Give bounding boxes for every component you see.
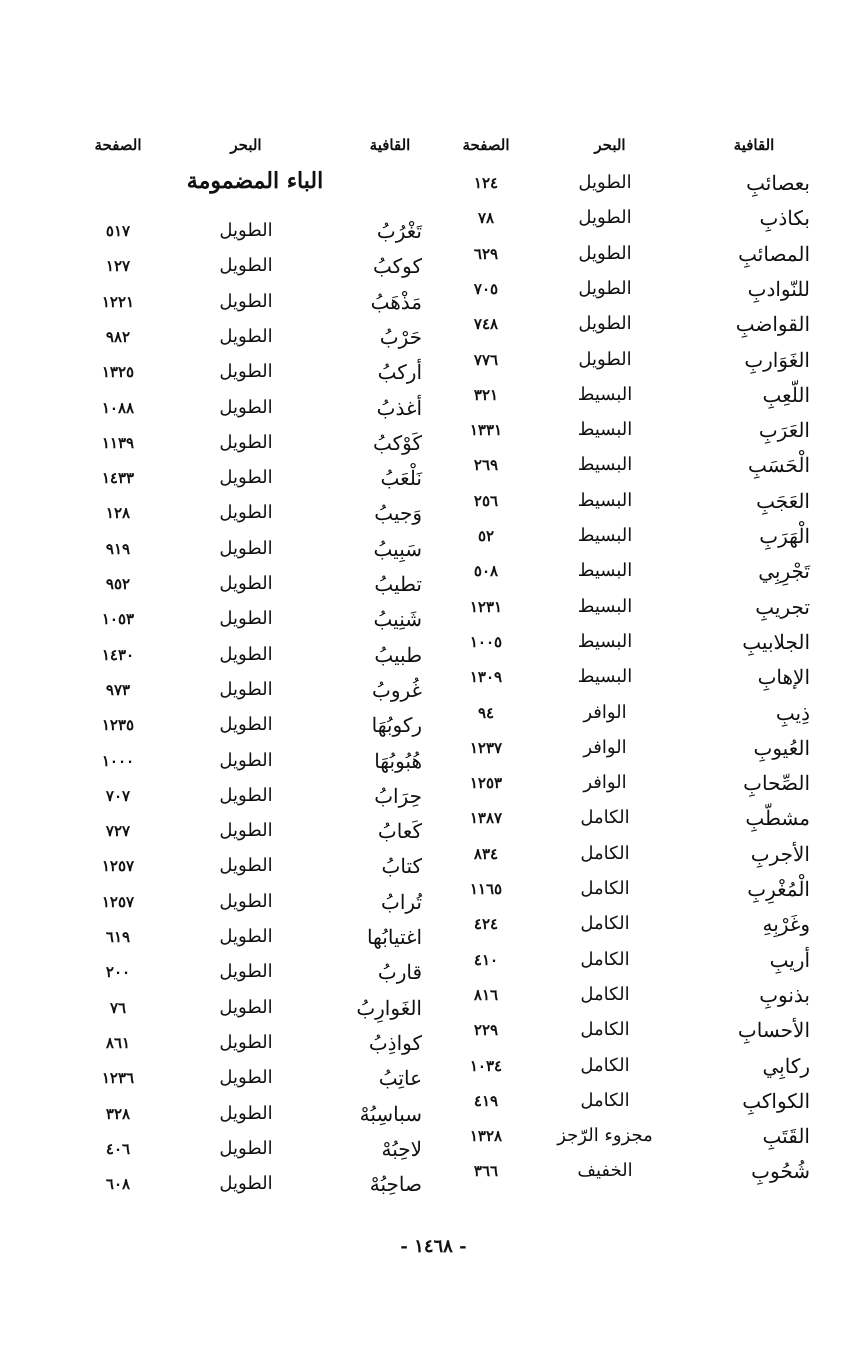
meter-name: الطويل xyxy=(219,220,273,241)
page-ref: ٩٥٢ xyxy=(105,575,131,593)
rhyme-word: العُيوبِ xyxy=(753,735,810,760)
rhyme-word: سباسِبُهْ xyxy=(359,1101,422,1126)
rhyme-word: تُرابُ xyxy=(381,889,422,914)
left-row xyxy=(0,249,867,283)
meter-name: الكامل xyxy=(580,878,630,899)
page-ref: ٩١٩ xyxy=(105,539,131,558)
left-row xyxy=(0,426,867,460)
page-ref: ٧٨ xyxy=(477,209,495,228)
left-row xyxy=(0,355,867,389)
rhyme-word: ركابِي xyxy=(762,1053,810,1078)
page-ref: ١١٦٥ xyxy=(469,880,503,898)
rhyme-word: الْحَسَبِ xyxy=(747,453,810,478)
rhyme-word: الكواكبِ xyxy=(742,1088,810,1113)
rhyme-word: كواذِبُ xyxy=(368,1030,422,1055)
meter-name: الوافر xyxy=(583,772,627,794)
rhyme-word: المصائبِ xyxy=(738,241,810,266)
meter-name: الطويل xyxy=(578,348,632,370)
left-row xyxy=(0,1061,867,1095)
meter-name: الطويل xyxy=(219,1102,273,1124)
page-ref: ١٢٨ xyxy=(105,504,131,523)
meter-name: الطويل xyxy=(219,820,273,842)
rhyme-word: غُروبُ xyxy=(372,677,422,702)
page-ref: ١٢٣٥ xyxy=(101,716,135,735)
page-ref: ٥٢ xyxy=(477,527,495,545)
rhyme-word: للنّوادبِ xyxy=(747,276,810,301)
page-ref: ١٢٥٣ xyxy=(469,774,503,793)
meter-name: الطويل xyxy=(578,172,632,193)
left-row xyxy=(0,1097,867,1131)
page-ref: ١٣٨٧ xyxy=(469,809,503,828)
rhyme-word: تطيبُ xyxy=(374,572,422,596)
page-ref: ٢٦٩ xyxy=(473,456,499,475)
page-ref: ٧٠٧ xyxy=(105,786,131,805)
meter-name: الطويل xyxy=(219,573,273,594)
meter-name: الطويل xyxy=(219,255,273,277)
page-ref: ٢٢٩ xyxy=(473,1021,499,1040)
page-ref: ٤٢٤ xyxy=(473,915,499,934)
page-ref: ٣٢١ xyxy=(473,385,499,404)
rhyme-word: أريبِ xyxy=(769,947,810,972)
meter-name: الوافر xyxy=(583,701,627,723)
rhyme-word: القواضبِ xyxy=(735,312,810,337)
rhyme-word: اغتيابُها xyxy=(366,925,422,949)
rhyme-word: الْمُغْرِبِ xyxy=(747,877,810,901)
left-row xyxy=(0,673,867,707)
right-row xyxy=(0,166,867,200)
header-bahr-left: البحر xyxy=(230,136,262,154)
rhyme-word: العَرَبِ xyxy=(758,418,810,443)
page-ref: ١٠٣٤ xyxy=(469,1056,503,1075)
header-safha-left: الصفحة xyxy=(94,136,142,154)
meter-name: الطويل xyxy=(219,537,273,559)
meter-name: الطويل xyxy=(219,714,273,736)
page-ref: ٢٥٦ xyxy=(473,491,499,510)
meter-name: البسيط xyxy=(577,560,633,582)
page-ref: ٤١٠ xyxy=(473,950,499,969)
rhyme-word: الإهابِ xyxy=(757,665,810,690)
rhyme-word: ركوبُهَا xyxy=(371,713,422,738)
meter-name: الطويل xyxy=(578,277,632,299)
rhyme-word: حَرْبُ xyxy=(379,324,422,349)
meter-name: البسيط xyxy=(577,595,633,617)
left-row xyxy=(0,955,867,989)
meter-name: الطويل xyxy=(578,207,632,229)
page-ref: ١٢٣٧ xyxy=(469,738,503,757)
rhyme-word: وغَرْبِهِ xyxy=(762,912,810,937)
rhyme-word: الأجربِ xyxy=(750,841,810,866)
meter-name: الطويل xyxy=(219,890,273,912)
page-ref: ٤١٩ xyxy=(473,1091,499,1110)
meter-name: الطويل xyxy=(219,502,273,524)
rhyme-word: عاتِبُ xyxy=(378,1066,422,1091)
rhyme-word: تَغْرُبُ xyxy=(376,219,422,243)
page-ref: ١٣٢٨ xyxy=(469,1127,503,1146)
page-ref: ٨١٦ xyxy=(473,985,499,1004)
page-ref: ١٢٢١ xyxy=(101,292,135,311)
page-ref: ١٢٥٧ xyxy=(101,892,135,911)
left-row xyxy=(0,744,867,778)
rhyme-word: قاربُ xyxy=(377,960,422,985)
page-ref: ١٠٠٠ xyxy=(101,751,135,770)
left-row xyxy=(0,638,867,672)
rhyme-word: مَذْهَبُ xyxy=(370,289,422,314)
page-ref: ٦١٩ xyxy=(105,928,131,946)
page-ref: ٦٢٩ xyxy=(473,244,499,263)
rhyme-word: طبيبُ xyxy=(374,642,422,667)
meter-name: الطويل xyxy=(219,431,273,453)
rhyme-word: كتابُ xyxy=(381,854,422,879)
page-ref: ١٠٥٣ xyxy=(101,610,135,629)
meter-name: الطويل xyxy=(219,290,273,312)
rhyme-word: وَجيبُ xyxy=(374,501,422,526)
rhyme-word: كَوْكبُ xyxy=(372,430,422,455)
page-ref: ١٣٢٥ xyxy=(101,363,135,382)
page-ref: ١٢٧ xyxy=(105,257,131,276)
meter-name: الكامل xyxy=(580,1089,630,1111)
page-ref: ٣٦٦ xyxy=(473,1162,499,1181)
left-row xyxy=(0,779,867,813)
rhyme-word: الْهَرَبِ xyxy=(759,524,810,548)
left-row xyxy=(0,814,867,848)
page-ref: ١٠٠٥ xyxy=(469,632,503,651)
meter-name: الطويل xyxy=(219,1137,273,1159)
rhyme-word: الغَوارِبُ xyxy=(356,995,422,1020)
meter-name: الكامل xyxy=(580,948,630,970)
rhyme-word: ذِيبِ xyxy=(775,700,810,725)
page-ref: ٥١٧ xyxy=(105,222,131,240)
rhyme-word: حِرَابُ xyxy=(374,783,422,808)
left-row xyxy=(0,532,867,566)
meter-name: الطويل xyxy=(219,643,273,665)
left-row xyxy=(0,567,867,601)
page-ref: ٦٠٨ xyxy=(105,1175,131,1194)
rhyme-word: شُحُوبِ xyxy=(751,1159,810,1184)
left-row xyxy=(0,496,867,530)
rhyme-word: بعصائبِ xyxy=(746,171,810,195)
rhyme-word: اللّعِبِ xyxy=(762,382,810,407)
left-row xyxy=(0,285,867,319)
meter-name: مجزوء الرّجز xyxy=(557,1125,653,1147)
meter-name: الطويل xyxy=(219,926,273,947)
page-ref: ٧٦ xyxy=(109,998,127,1017)
rhyme-word: سَبِيبُ xyxy=(373,536,422,561)
meter-name: الكامل xyxy=(580,842,630,864)
meter-name: الوافر xyxy=(583,736,627,758)
rhyme-word: مشطّبِ xyxy=(745,806,810,831)
meter-name: البسيط xyxy=(577,454,633,476)
rhyme-word: بكاذبِ xyxy=(759,206,810,231)
meter-name: الطويل xyxy=(219,855,273,877)
left-row xyxy=(0,991,867,1025)
left-row xyxy=(0,1132,867,1166)
header-qafiya-right: القافية xyxy=(733,136,775,154)
page-ref: ١١٣٩ xyxy=(101,433,135,452)
page-ref: ٤٠٦ xyxy=(105,1139,131,1158)
rhyme-word: الصِّحابِ xyxy=(743,771,810,796)
meter-name: البسيط xyxy=(577,666,633,688)
meter-name: البسيط xyxy=(577,489,633,511)
meter-name: البسيط xyxy=(577,383,633,405)
page-ref: ٧٠٥ xyxy=(473,279,499,298)
meter-name: الطويل xyxy=(219,784,273,806)
section-title-ba-madmuma: الباء المضمومة xyxy=(186,168,324,194)
rhyme-word: كَعابُ xyxy=(377,819,422,844)
page-ref: ٧٤٨ xyxy=(473,315,499,334)
page-ref: ١٢٥٧ xyxy=(101,857,135,876)
meter-name: الطويل xyxy=(219,467,273,489)
rhyme-word: كوكبُ xyxy=(372,254,422,279)
left-row xyxy=(0,849,867,883)
header-safha-right: الصفحة xyxy=(462,136,510,154)
page-ref: ٧٧٦ xyxy=(473,350,499,369)
left-row xyxy=(0,1026,867,1060)
meter-name: الطويل xyxy=(219,996,273,1018)
page-ref: ١٤٣٠ xyxy=(101,645,135,664)
meter-name: البسيط xyxy=(577,419,633,441)
rhyme-word: صاحِبُهْ xyxy=(369,1172,422,1197)
page-ref: ٨٦١ xyxy=(105,1033,131,1052)
page-ref: ١٣٣١ xyxy=(469,421,503,440)
left-row xyxy=(0,214,867,248)
rhyme-word: أركبُ xyxy=(377,360,422,385)
rhyme-word: الغَوَاربِ xyxy=(744,347,810,372)
meter-name: الطويل xyxy=(219,749,273,771)
rhyme-word: الأحسابِ xyxy=(737,1018,810,1043)
page-ref: ٥٠٨ xyxy=(473,562,499,581)
meter-name: الطويل xyxy=(219,1067,273,1089)
page-ref: ١٤٣٣ xyxy=(101,469,135,488)
meter-name: الطويل xyxy=(578,313,632,335)
meter-name: الكامل xyxy=(580,807,630,829)
meter-name: الطويل xyxy=(219,325,273,347)
page-ref: ٩٧٣ xyxy=(105,680,131,699)
meter-name: الكامل xyxy=(580,983,630,1005)
left-row xyxy=(0,602,867,636)
left-row xyxy=(0,708,867,742)
page-ref: ٣٢٨ xyxy=(105,1104,131,1123)
left-row xyxy=(0,391,867,425)
meter-name: الكامل xyxy=(580,1054,630,1076)
rhyme-word: لاحِبُهْ xyxy=(381,1136,422,1161)
meter-name: الطويل xyxy=(219,1031,273,1053)
meter-name: البسيط xyxy=(577,525,633,546)
meter-name: البسيط xyxy=(577,630,633,652)
rhyme-word: بذنوبِ xyxy=(759,982,810,1007)
page-ref: ١٣٠٩ xyxy=(469,668,503,687)
rhyme-word: نَلْعَبُ xyxy=(380,466,422,491)
page-ref: ١٢٣٦ xyxy=(101,1069,135,1088)
left-row xyxy=(0,920,867,954)
meter-name: الطويل xyxy=(219,961,273,983)
left-row xyxy=(0,1167,867,1201)
page-ref: ١٢٣١ xyxy=(469,597,503,616)
page-ref: ٧٢٧ xyxy=(105,822,131,841)
meter-name: الطويل xyxy=(219,396,273,418)
meter-name: الطويل xyxy=(578,242,632,264)
left-row xyxy=(0,885,867,919)
rhyme-word: تجريبِ xyxy=(755,594,810,619)
meter-name: الكامل xyxy=(580,1019,630,1041)
meter-name: الكامل xyxy=(580,913,630,935)
meter-name: الخفيف xyxy=(577,1160,633,1182)
rhyme-word: القَتَبِ xyxy=(762,1124,810,1149)
page-ref: ٩٨٢ xyxy=(105,327,131,346)
page-ref: ٨٣٤ xyxy=(473,844,499,863)
page-ref: ٩٤ xyxy=(477,703,495,722)
rhyme-word: شَنِيبُ xyxy=(373,607,422,632)
meter-name: الطويل xyxy=(219,361,273,383)
page-ref: ١٠٨٨ xyxy=(101,398,135,417)
header-bahr-right: البحر xyxy=(594,136,626,154)
page-ref: ١٢٤ xyxy=(473,174,499,192)
header-qafiya-left: القافية xyxy=(369,136,411,154)
page-ref: ٢٠٠ xyxy=(105,963,131,982)
rhyme-word: هُبُوبُهَا xyxy=(374,748,422,773)
meter-name: الطويل xyxy=(219,608,273,630)
left-row xyxy=(0,320,867,354)
rhyme-word: الجلابيبِ xyxy=(742,629,810,654)
page-number: - ١٤٦٨ - xyxy=(400,1236,467,1257)
left-row xyxy=(0,461,867,495)
rhyme-word: أغذبُ xyxy=(376,395,422,420)
rhyme-word: العَجَبِ xyxy=(756,488,810,513)
meter-name: الطويل xyxy=(219,1173,273,1195)
rhyme-word: تَجْرِبِي xyxy=(758,559,810,584)
meter-name: الطويل xyxy=(219,678,273,700)
